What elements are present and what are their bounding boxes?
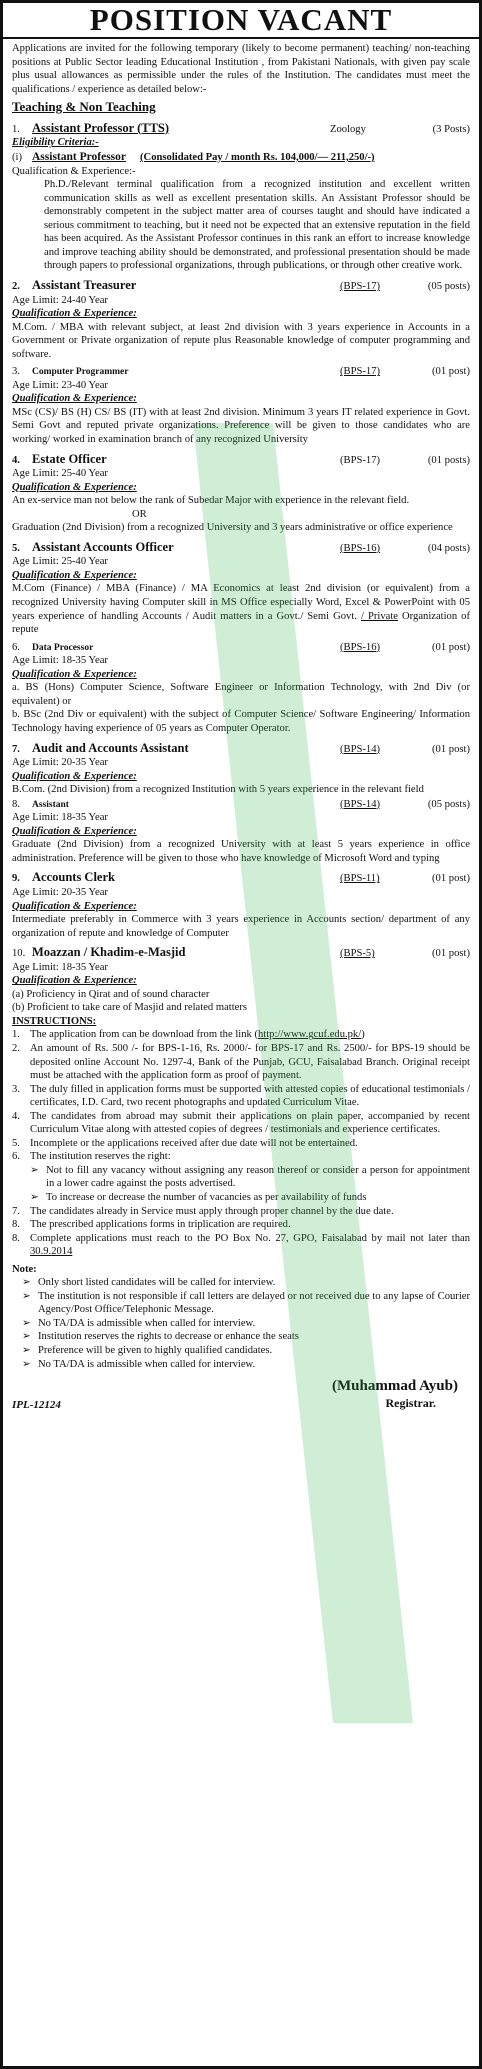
qualification-text: B.Com. (2nd Division) from a recognized Institution with 5 years experience in the relevant field <box>12 784 424 796</box>
qualification-label: Qualification & Experience: <box>12 481 137 493</box>
qualification-text-underlined: / Private <box>361 610 398 622</box>
qualification-label: Qualification & Experience: <box>12 393 137 405</box>
instruction-item <box>12 1083 470 1110</box>
position-10 <box>12 944 470 1015</box>
qualification-text: Intermediate preferably in Commerce with 3 years experience in Accounts section/ department of any organization of repute and knowledge of Computer <box>12 914 470 939</box>
note-text: No TA/DA is admissible when called for interview. <box>38 1317 256 1329</box>
sub-title: Assistant Professor <box>32 150 127 163</box>
instruction-subitem <box>12 1164 470 1191</box>
position-subject: Zoology <box>330 123 366 135</box>
qualification-label: Qualification & Experience: <box>12 668 137 680</box>
instruction-text: The institution reserves the right: <box>30 1151 171 1163</box>
position-header <box>12 277 470 294</box>
position-posts: (3 Posts) <box>432 123 470 135</box>
position-header <box>12 944 470 961</box>
instruction-text <box>30 1232 470 1259</box>
position-number: 2. <box>12 281 20 292</box>
qualification-text: Graduate (2nd Division) from a recognized University with at least 5 years experience in office administration. Preference will be given to those who have knowledge of Microsoft Word and typing <box>12 839 470 864</box>
instruction-text: The candidates from abroad may submit their applications on plain paper, accompanied by recent Curriculum Vitae along with attested copies of degrees / testimonials and experience certificates. <box>30 1110 470 1136</box>
position-header <box>12 869 470 886</box>
qualification-text-end: Organization of repute <box>12 610 470 636</box>
age-limit: Age Limit: 18-35 Year <box>12 812 108 824</box>
instruction-text-post: ) <box>361 1029 365 1041</box>
position-posts: (05 posts) <box>427 798 470 810</box>
ad-reference: IPL-12124 <box>12 1398 61 1411</box>
qualification-option-a: (a) Proficiency in Qirat and of sound character <box>12 988 210 1000</box>
position-9 <box>12 869 470 940</box>
instruction-text-pre: Complete applications must reach to the PO Box No. 27, GPO, Faisalabad by mail not later than <box>30 1232 470 1244</box>
position-header <box>12 451 470 468</box>
note-item <box>12 1330 470 1344</box>
note-text: The institution is not responsible if call letters are delayed or not received due to any lapse of Courier Agency/Post Office/Telephonic Message. <box>38 1290 470 1316</box>
position-bps: (BPS-17) <box>340 454 381 466</box>
age-limit: Age Limit: 20-35 Year <box>12 757 108 769</box>
position-bps: (BPS-5) <box>340 948 375 960</box>
position-8 <box>12 798 470 866</box>
qualification-option-b: (b) Proficient to take care of Masjid and related matters <box>12 1002 248 1014</box>
pay-scale: (Consolidated Pay / month Rs. 104,000/— 211,250/-) <box>140 151 375 163</box>
position-posts: (05 posts) <box>427 281 470 292</box>
position-1 <box>12 120 470 273</box>
instruction-item <box>12 1205 470 1219</box>
note-section <box>12 1263 470 1371</box>
position-number: 1. <box>12 123 20 135</box>
position-title: Audit and Accounts Assistant <box>32 740 189 755</box>
position-title: Estate Officer <box>32 451 107 466</box>
qualification-label: Qualification & Experience: <box>12 825 137 837</box>
position-number: 4. <box>12 454 20 466</box>
instruction-number: 8. <box>12 1232 20 1244</box>
position-posts: (01 post) <box>432 366 470 378</box>
instruction-item <box>12 1232 470 1259</box>
position-title: Assistant Professor (TTS) <box>32 120 170 135</box>
instruction-item <box>12 1028 470 1042</box>
arrow-bullet-icon: ➢ <box>22 1345 31 1357</box>
instruction-text: The prescribed applications forms in triplication are required. <box>30 1219 291 1231</box>
position-title: Data Processor <box>32 642 94 653</box>
instruction-text: The candidates already in Service must apply through proper channel by the due date. <box>30 1205 394 1217</box>
instructions <box>12 1015 470 1259</box>
instruction-subitem-text: To increase or decrease the number of vacancies as per availability of funds <box>46 1192 367 1203</box>
note-item <box>12 1276 470 1290</box>
position-number: 7. <box>12 743 20 755</box>
page-title: POSITION VACANT <box>89 2 393 37</box>
title-banner <box>3 3 479 39</box>
section-title: Teaching & Non Teaching <box>12 99 156 115</box>
arrow-bullet-icon: ➢ <box>30 1164 39 1176</box>
note-label: Note: <box>12 1263 37 1275</box>
sub-position <box>12 150 470 165</box>
or-separator: OR <box>132 508 147 520</box>
qualification-text: M.Com. / MBA with relevant subject, at least 2nd division with 3 years experience in Accounts in a Government or Private organization of repute plus Reasonable knowledge of computer programming and software. <box>12 321 470 360</box>
qualification-text: MSc (CS)/ BS (H) CS/ BS (IT) with at least 2nd division. Minimum 3 years IT related experience in Govt. Semi Govt and reputed private organizations. Preference will be given to those candidates who are working/ worked in examination branch of any recognized University <box>12 406 470 446</box>
instruction-text-pre: The application from can be download from the link ( <box>30 1029 258 1041</box>
position-title: Computer Programmer <box>32 367 129 378</box>
position-header <box>12 365 470 379</box>
download-link[interactable]: http://www.gcuf.edu.pk/ <box>258 1029 362 1041</box>
signatory-name: (Muhammad Ayub) <box>332 1378 458 1395</box>
qualification-label: Qualification & Experience: <box>12 770 137 782</box>
position-number: 3. <box>12 366 20 378</box>
ad-content <box>3 39 479 1412</box>
position-header <box>12 641 470 655</box>
position-number: 8. <box>12 798 20 810</box>
qualification-text-main: M.Com (Finance) / MBA (Finance) / MA Economics at least 2nd division (or equivalent) from a recognized University having Computer skill in MS Office especially Word, Excel & PowerPoint with 05 years experience of handling Accounts / Audit matters in a Govt./ Semi Govt. <box>12 583 470 622</box>
position-posts: (01 post) <box>432 873 470 885</box>
position-3 <box>12 365 470 446</box>
qualification-text-alt: Graduation (2nd Division) from a recognized University and 3 years administrative or office experience <box>12 522 453 534</box>
qualification-label: Qualification & Experience: <box>12 900 137 912</box>
qualification-label: Qualification & Experience:- <box>12 165 136 177</box>
instruction-item <box>12 1137 470 1151</box>
position-title: Assistant Treasurer <box>32 278 137 292</box>
arrow-bullet-icon: ➢ <box>22 1331 31 1343</box>
position-posts: (01 post) <box>432 948 470 960</box>
note-text: Only short listed candidates will be called for interview. <box>38 1277 276 1289</box>
qualification-text: Ph.D./Relevant terminal qualification from a recognized institution and excellent written communication skills as well as excellent presentation skills. An Assistant Professor should be demonstrably competent in the subject matter area of courses taught and should have indicated a serious commitment to teaching, but it need not be expected that an extensive reputation in the field has been acquired. As the Assistant Professor continues in this rank an effort to increase knowledge and improve teaching ability should be demonstrated, and professional presentation should be made through papers to professional organizations, through publications, or through other creative work. <box>44 179 470 272</box>
position-header <box>12 120 470 137</box>
instructions-label: INSTRUCTIONS: <box>12 1015 97 1027</box>
position-6 <box>12 641 470 736</box>
qualification-option-a: a. BS (Hons) Computer Science, Software Engineer or Information Technology, with 2nd Div (or equivalent) or <box>12 682 470 707</box>
arrow-bullet-icon: ➢ <box>22 1277 31 1289</box>
age-limit: Age Limit: 20-35 Year <box>12 886 108 898</box>
position-posts: (01 posts) <box>427 454 470 466</box>
note-text: Preference will be given to highly qualified candidates. <box>38 1345 273 1357</box>
instruction-number: 4. <box>12 1110 20 1122</box>
qualification-text: An ex-service man not below the rank of Subedar Major with experience in the relevant field. <box>12 495 410 507</box>
note-text: Institution reserves the rights to decrease or enhance the seats <box>38 1331 299 1343</box>
position-title: Moazzan / Khadim-e-Masjid <box>32 945 186 960</box>
note-item <box>12 1344 470 1358</box>
instruction-number: 3. <box>12 1083 20 1095</box>
position-posts: (01 post) <box>432 641 470 653</box>
instruction-number: 8. <box>12 1219 20 1231</box>
instruction-subitem <box>12 1191 470 1205</box>
age-limit: Age Limit: 25-40 Year <box>12 556 108 568</box>
note-text: No TA/DA is admissible when called for interview. <box>38 1358 256 1370</box>
position-bps: (BPS-16) <box>340 641 381 653</box>
instruction-number: 6. <box>12 1151 20 1163</box>
qualification-label: Qualification & Experience: <box>12 308 137 320</box>
intro-text: Applications are invited for the following temporary (likely to become permanent) teaching/ non-teaching positions at Public Sector leading Educational Institution , from Pakistani Nationals, with given pay scale plus usual allowances as permissible under the rules of the Institution. The candidates must meet the qualifications / experience as detailed below:- <box>12 43 470 95</box>
position-7 <box>12 740 470 797</box>
instruction-text: The duly filled in application forms must be supported with attested copies of educational testimonials / certificates, I.D. Card, two recent photographs and updated Curriculum Vitae. <box>30 1083 470 1109</box>
position-bps: (BPS-14) <box>340 743 381 755</box>
signatory-designation: Registrar. <box>385 1396 436 1411</box>
position-bps: (BPS-16) <box>340 542 381 554</box>
arrow-bullet-icon: ➢ <box>22 1317 31 1329</box>
note-item <box>12 1358 470 1372</box>
position-number: 10. <box>12 948 26 960</box>
arrow-bullet-icon: ➢ <box>22 1358 31 1370</box>
instruction-subitem-text: Not to fill any vacancy without assigning any reason thereof or consider a person for appointment in a lower cadre against the posts advertised. <box>46 1164 470 1190</box>
note-item <box>12 1317 470 1331</box>
arrow-bullet-icon: ➢ <box>22 1290 31 1302</box>
age-limit: Age Limit: 18-35 Year <box>12 655 108 667</box>
position-5 <box>12 539 470 637</box>
instruction-text: An amount of Rs. 500 /- for BPS-1-16, Rs. 2000/- for BPS-17 and Rs. 2500/- for BPS-19 should be deposited online Account No. 1297-4, Bank of the Punjab, GCU, Faisalabad Branch. Original receipt must be attached with the application form as proof of payment. <box>30 1042 470 1082</box>
age-limit: Age Limit: 25-40 Year <box>12 468 108 480</box>
position-number: 5. <box>12 542 20 554</box>
instruction-number: 7. <box>12 1205 20 1217</box>
position-number: 9. <box>12 873 20 885</box>
instruction-item <box>12 1042 470 1083</box>
position-header <box>12 539 470 556</box>
position-posts: (01 post) <box>432 743 470 755</box>
age-limit: Age Limit: 23-40 Year <box>12 379 108 391</box>
position-title: Assistant <box>32 799 69 810</box>
qualification-label: Qualification & Experience: <box>12 975 137 987</box>
instruction-item <box>12 1218 470 1232</box>
position-number: 6. <box>12 641 20 653</box>
position-title: Assistant Accounts Officer <box>32 539 174 554</box>
age-limit: Age Limit: 24-40 Year <box>12 294 108 306</box>
position-bps: (BPS-11) <box>340 873 380 885</box>
criteria-label: Eligibility Criteria:- <box>12 137 99 149</box>
sub-number: (i) <box>12 151 22 163</box>
position-bps: (BPS-17) <box>340 281 381 292</box>
instruction-number: 5. <box>12 1137 20 1149</box>
position-header <box>12 798 470 812</box>
due-date: 30.9.2014 <box>30 1246 73 1258</box>
qualification-label: Qualification & Experience: <box>12 569 137 581</box>
position-posts: (04 posts) <box>427 542 470 554</box>
position-4 <box>12 451 470 535</box>
qualification-text <box>12 582 470 636</box>
instruction-text <box>30 1028 470 1042</box>
position-bps: (BPS-14) <box>340 798 381 810</box>
note-item <box>12 1290 470 1317</box>
instruction-item <box>12 1150 470 1164</box>
instruction-text: Incomplete or the applications received after due date will not be entertained. <box>30 1137 358 1149</box>
position-title: Accounts Clerk <box>32 870 115 885</box>
qualification-option-b: b. BSc (2nd Div or equivalent) with the subject of Computer Science/ Software Engineering/ Information Technology having experience of 05 years as Computer Operator. <box>12 709 470 734</box>
position-header <box>12 740 470 757</box>
position-2 <box>12 277 470 361</box>
position-bps: (BPS-17) <box>340 366 381 378</box>
instruction-number: 2. <box>12 1042 20 1054</box>
instruction-number: 1. <box>12 1029 20 1041</box>
arrow-bullet-icon: ➢ <box>30 1192 39 1203</box>
age-limit: Age Limit: 18-35 Year <box>12 961 108 973</box>
instruction-item <box>12 1110 470 1137</box>
